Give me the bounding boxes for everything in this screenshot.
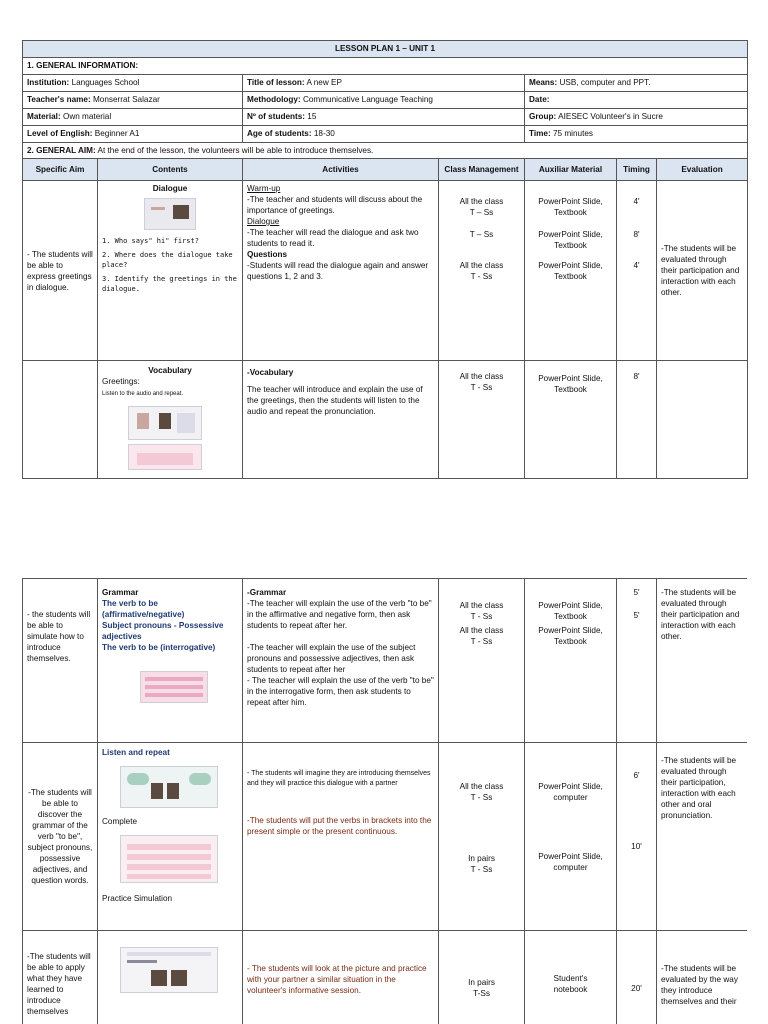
- specific-aim-greetings: - The students will be able to express greetings in dialogue.: [23, 181, 98, 361]
- general-aim: 2. GENERAL AIM: At the end of the lesson, the volunteers will be able to introduce themselves.: [23, 143, 748, 159]
- date-cell: Date:: [525, 92, 748, 109]
- material-value: PowerPoint Slide, Textbook: [538, 626, 603, 646]
- activities-simulation: [243, 931, 439, 1024]
- timing-value: 10': [631, 842, 642, 851]
- evaluation-text: -The students will be evaluated through their participation and interaction with each other.: [661, 588, 740, 641]
- material-value: PowerPoint Slide, Textbook: [538, 197, 603, 217]
- simulation-slide-thumbnail: [120, 947, 218, 993]
- timing-dialogue: [617, 181, 657, 361]
- institution-cell: Institution: Languages School: [23, 75, 243, 92]
- subject-pronouns: Subject pronouns - Possessive adjectives: [102, 621, 224, 641]
- evaluation-dialogue: -The students will be evaluated through their participation and interaction with each other.: [657, 181, 748, 361]
- practice-simulation-label: Practice Simulation: [102, 894, 173, 903]
- lesson-plan-table-1: [22, 40, 748, 479]
- warmup-text: -The teacher and students will discuss about the importance of greetings.: [247, 195, 423, 215]
- verb-to-be-interrogative: The verb to be (interrogative): [102, 643, 216, 652]
- auxiliar-material-listen-complete: [525, 743, 617, 931]
- auxiliar-material-grammar: [525, 579, 617, 743]
- material-value: PowerPoint Slide, Textbook: [538, 261, 603, 281]
- header-timing: Timing: [617, 159, 657, 181]
- vocabulary-activity-text: The teacher will introduce and explain the use of the greetings, then the students will listen to the audio and repeat the pronunciation.: [247, 385, 423, 416]
- specific-aim-apply: [23, 931, 98, 1024]
- timing-value: 4': [633, 197, 640, 206]
- header-contents: Contents: [98, 159, 243, 181]
- warmup-title: Warm-up: [247, 184, 281, 193]
- timing-simulation: [617, 931, 657, 1024]
- aim-text: -The students will be able to apply what they have learned to introduce themselves: [27, 952, 91, 1016]
- dialogue-slide-thumbnail: [144, 198, 196, 230]
- material-value: PowerPoint Slide, computer: [538, 852, 603, 872]
- header-auxiliar-material: Auxiliar Material: [525, 159, 617, 181]
- class-management-dialogue: [439, 181, 525, 361]
- dialogue-questions: [102, 236, 238, 294]
- timing-value: 8': [633, 230, 640, 239]
- contents-simulation: [98, 931, 243, 1024]
- activities-dialogue: [243, 181, 439, 361]
- complete-activity-text: -The students will put the verbs in brackets into the present simple or the present continuous.: [247, 816, 432, 836]
- evaluation-text: -The students will be evaluated through their participation, interaction with each other and oral pronunciation.: [661, 756, 737, 820]
- management-value: All the class T - Ss: [459, 601, 504, 621]
- question-item: 3. Identify the greetings in the dialogue.: [102, 275, 237, 293]
- specific-aim-empty: [23, 361, 98, 479]
- listen-instruction: Listen to the audio and repeat.: [102, 391, 184, 397]
- questions-title: Questions: [247, 250, 288, 259]
- teacher-cell: Teacher's name: Monserrat Salazar: [23, 92, 243, 109]
- material-value: PowerPoint Slide, Textbook: [538, 230, 603, 250]
- contents-vocabulary: [98, 361, 243, 479]
- grammar-slide-thumbnail: [140, 671, 208, 703]
- students-count-cell: Nº of students: 15: [243, 109, 525, 126]
- auxiliar-material-vocabulary: [525, 361, 617, 479]
- listen-activity-text: - The students will imagine they are introducing themselves and they will practice this dialogue with a partner: [247, 770, 431, 787]
- specific-aim-discover-grammar: -The students will be able to discover the grammar of the verb "to be", subject pronouns, possessive adjectives, and question words.: [23, 743, 98, 931]
- means-cell: Means: USB, computer and PPT.: [525, 75, 748, 92]
- dialogue-activity-title: Dialogue: [247, 217, 280, 226]
- header-evaluation: Evaluation: [657, 159, 748, 181]
- material-cell: Material: Own material: [23, 109, 243, 126]
- grammar-activity-text: - The teacher will explain the use of the verb "to be" in the interrogative form, then ask students to repeat after him.: [247, 676, 434, 707]
- lesson-title-cell: Title of lesson: A new EP: [243, 75, 525, 92]
- auxiliar-material-simulation: [525, 931, 617, 1024]
- lesson-plan-table-2: [22, 578, 747, 1024]
- evaluation-simulation: [657, 931, 748, 1024]
- methodology-cell: Methodology: Communicative Language Teaching: [243, 92, 525, 109]
- vocabulary-activity-title: -Vocabulary: [247, 368, 294, 377]
- management-value: T – Ss: [469, 230, 494, 239]
- question-item: 1. Who says" hi" first?: [102, 237, 199, 245]
- listen-slide-thumbnail: [120, 766, 218, 808]
- timing-grammar: [617, 579, 657, 743]
- vocabulary-slide-thumbnail: [128, 406, 202, 440]
- evaluation-text: -The students will be evaluated by the way they introduce themselves and their: [661, 964, 738, 1006]
- grammar-title: Grammar: [102, 588, 139, 597]
- header-specific-aim: Specific Aim: [23, 159, 98, 181]
- dialogue-activity-text: -The teacher will read the dialogue and ask two students to read it.: [247, 228, 419, 248]
- evaluation-listen-complete: [657, 743, 748, 931]
- material-value: PowerPoint Slide, Textbook: [538, 374, 603, 394]
- grammar-activity-text: -The teacher will explain the use of the verb "to be" in the affirmative and negative form, then ask students to repeat after her.: [247, 599, 432, 630]
- question-item: 2. Where does the dialogue take place?: [102, 251, 233, 269]
- class-management-grammar: [439, 579, 525, 743]
- vocabulary-exercise-thumbnail: [128, 444, 202, 470]
- verb-to-be-affirmative: The verb to be (affirmative/negative): [102, 599, 185, 619]
- vocabulary-title: Vocabulary: [148, 366, 192, 375]
- timing-value: 4': [633, 261, 640, 270]
- contents-listen-complete: [98, 743, 243, 931]
- complete-slide-thumbnail: [120, 835, 218, 883]
- timing-value: 8': [633, 372, 640, 381]
- auxiliar-material-dialogue: [525, 181, 617, 361]
- management-value: All the class T - Ss: [459, 372, 504, 392]
- timing-value: 5': [633, 611, 640, 620]
- class-management-vocabulary: [439, 361, 525, 479]
- specific-aim-introduce: - the students will be able to simulate how to introduce themselves.: [23, 579, 98, 743]
- material-value: Student's notebook: [553, 974, 588, 994]
- contents-dialogue: [98, 181, 243, 361]
- grammar-activity-text: -The teacher will explain the use of the subject pronouns and possessive adjectives, then ask students to repeat after her: [247, 643, 416, 674]
- simulation-activity-text: - The students will look at the picture and practice with your partner a similar situation in the volunteer's informative session.: [247, 964, 427, 995]
- age-cell: Age of students: 18-30: [243, 126, 525, 143]
- dialogue-title: Dialogue: [152, 184, 188, 193]
- management-value: In pairs T-Ss: [468, 978, 495, 998]
- lesson-plan-page-2: [22, 578, 747, 1024]
- management-value: All the class T - Ss: [459, 782, 504, 802]
- header-activities: Activities: [243, 159, 439, 181]
- timing-value: 5': [633, 588, 640, 597]
- grammar-activity-title: -Grammar: [247, 588, 287, 597]
- timing-vocabulary: [617, 361, 657, 479]
- greetings-label: Greetings:: [102, 377, 140, 386]
- lesson-plan-page-1: [22, 40, 747, 479]
- timing-value: 6': [633, 771, 640, 780]
- section-general-information: 1. GENERAL INFORMATION:: [23, 58, 748, 75]
- activities-vocabulary: [243, 361, 439, 479]
- activities-listen-complete: [243, 743, 439, 931]
- listen-repeat-title: Listen and repeat: [102, 748, 170, 757]
- timing-value: 20': [631, 984, 642, 993]
- level-cell: Level of English: Beginner A1: [23, 126, 243, 143]
- activities-grammar: [243, 579, 439, 743]
- evaluation-empty: [657, 361, 748, 479]
- evaluation-grammar: [657, 579, 748, 743]
- material-value: PowerPoint Slide, Textbook: [538, 601, 603, 621]
- lesson-plan-title: LESSON PLAN 1 – UNIT 1: [23, 41, 748, 58]
- management-value: All the class T - Ss: [459, 626, 504, 646]
- management-value: All the class T – Ss: [459, 197, 504, 217]
- management-value: In pairs T - Ss: [468, 854, 495, 874]
- time-cell: Time: 75 minutes: [525, 126, 748, 143]
- timing-listen-complete: [617, 743, 657, 931]
- class-management-simulation: [439, 931, 525, 1024]
- header-class-management: Class Management: [439, 159, 525, 181]
- material-value: PowerPoint Slide, computer: [538, 782, 603, 802]
- management-value: All the class T - Ss: [459, 261, 504, 281]
- class-management-listen-complete: [439, 743, 525, 931]
- contents-grammar: [98, 579, 243, 743]
- group-cell: Group: AIESEC Volunteer's in Sucre: [525, 109, 748, 126]
- complete-label: Complete: [102, 817, 138, 826]
- questions-text: -Students will read the dialogue again and answer questions 1, 2 and 3.: [247, 261, 429, 281]
